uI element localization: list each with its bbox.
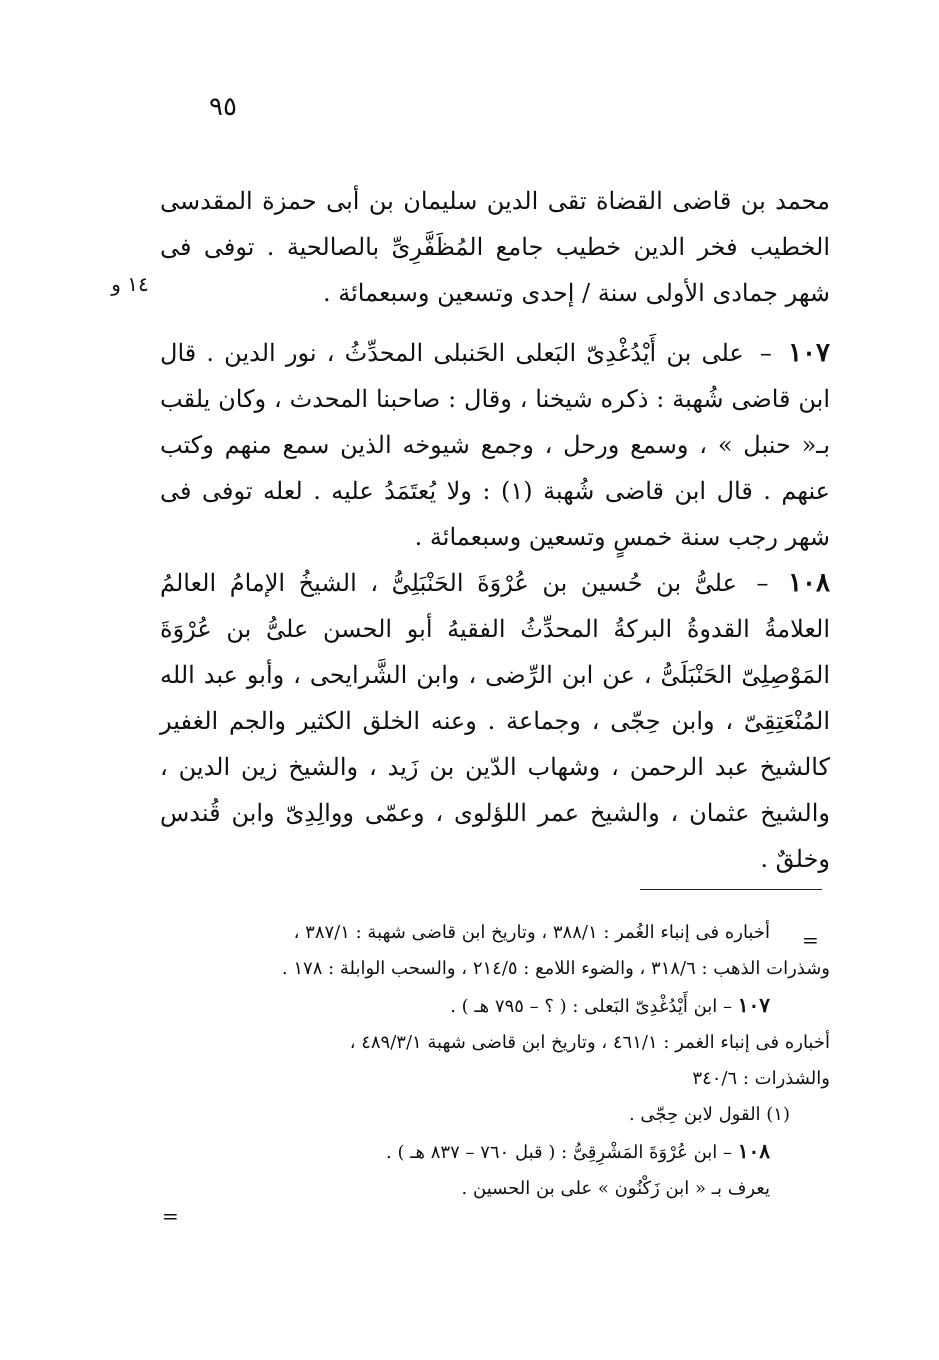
paragraph-entry-108 (160, 560, 830, 882)
paragraph-text: على بن أَيْدُغْدِىّ البَعلى الحَنبلى المحدِّثُ ، نور الدين . قال ابن قاضى شُهبة : ذكره شيخنا ، وقال : صاحبنا المحدث ، وكان يلقب بـ« حنبل » ، وسمع ورحل ، وجمع شيوخه الذين سمع منهم وكتب عنهم . قال ابن قاضى شُهبة (١) : ولا يُعتَمَدُ عليه . لعله توفى فى شهر رجب سنة خمسٍ وتسعين وسبعمائة . (160, 339, 831, 551)
margin-reference: ١٤ و (111, 272, 149, 296)
footnote-line: (١) القول لابن حِجّى . (628, 1104, 790, 1125)
entry-number: ١٠٨ (788, 568, 830, 598)
footnote-line: يعرف بـ « ابن زَكْنُون » على بن الحسين . (461, 1178, 770, 1199)
paragraph-text: محمد بن قاضى القضاة تقى الدين سليمان بن أبى حمزة المقدسى الخطيب فخر الدين خطيب جامع المُظَفَّرِىِّ بالصالحية . توفى فى شهر جمادى الأولى سنة / إحدى وتسعين وسبعمائة . (160, 187, 831, 307)
footnotes (150, 915, 830, 1207)
footnote-line: وشذرات الذهب : ٣١٨/٦ ، والضوء اللامع : ٢١٤/٥ ، والسحب الوابلة : ١٧٨ . (281, 958, 830, 979)
paragraph-entry-106-end (160, 178, 830, 316)
entry-dash: – (756, 569, 769, 597)
continuation-mark-bottom: = (162, 1204, 179, 1228)
footnote-entry-107 (150, 987, 830, 1025)
footnote-entry-number: ١٠٧ (737, 993, 770, 1017)
footnote-line: أخباره فى إنباء الغمر : ٤٦١/١ ، وتاريخ ابن قاضى شهبة ٤٨٩/٣/١ ، (349, 1032, 830, 1053)
footnote-entry-108 (150, 1133, 830, 1171)
footnote-line: أخباره فى إنباء الغُمر : ٣٨٨/١ ، وتاريخ ابن قاضى شهبة : ٣٨٧/١ ، (293, 922, 770, 943)
footnote-entry-number: ١٠٨ (737, 1139, 770, 1163)
footnote-line: والشذرات : ٣٤٠/٦ (692, 1068, 830, 1089)
paragraph-entry-107 (160, 330, 830, 560)
page-number: ٩٥ (209, 92, 237, 122)
entry-number: ١٠٧ (788, 338, 830, 368)
footnote-separator (640, 889, 822, 890)
paragraph-text: علىُّ بن حُسين بن عُرْوَةَ الحَنْبَلِىُّ ، الشيخُ الإمامُ العالمُ العلامةُ القدوةُ البركةُ المحدِّثُ الفقيهُ أبو الحسن علىُّ بن عُرْوَةَ المَوْصِلِىّ الحَنْبَلَىُّ ، عن ابن الرِّضى ، وابن الشَّرايحى ، وأبو عبد الله المُنْعَتِقِىّ ، وابن حِجّى ، وجماعة . وعنه الخلق الكثير والجم الغفير كالشيخ عبد الرحمن ، وشهاب الدّين بن زَيد ، والشيخ زين الدين ، والشيخ عثمان ، والشيخ عمر اللؤلوى ، وعمّى ووالِدِىّ وابن قُندس وخلقٌ . (160, 569, 831, 873)
footnote-text: – ابن أَيْدُغْدِىّ البَعلى : ( ؟ – ٧٩٥ هـ ) . (450, 996, 733, 1017)
continuation-mark-top: = (802, 928, 819, 952)
footnote-text: – ابن عُرْوَةَ المَشْرِقِىُّ : ( قبل ٧٦٠ – ٨٣٧ هـ ) . (386, 1142, 733, 1163)
entry-dash: – (759, 339, 772, 367)
